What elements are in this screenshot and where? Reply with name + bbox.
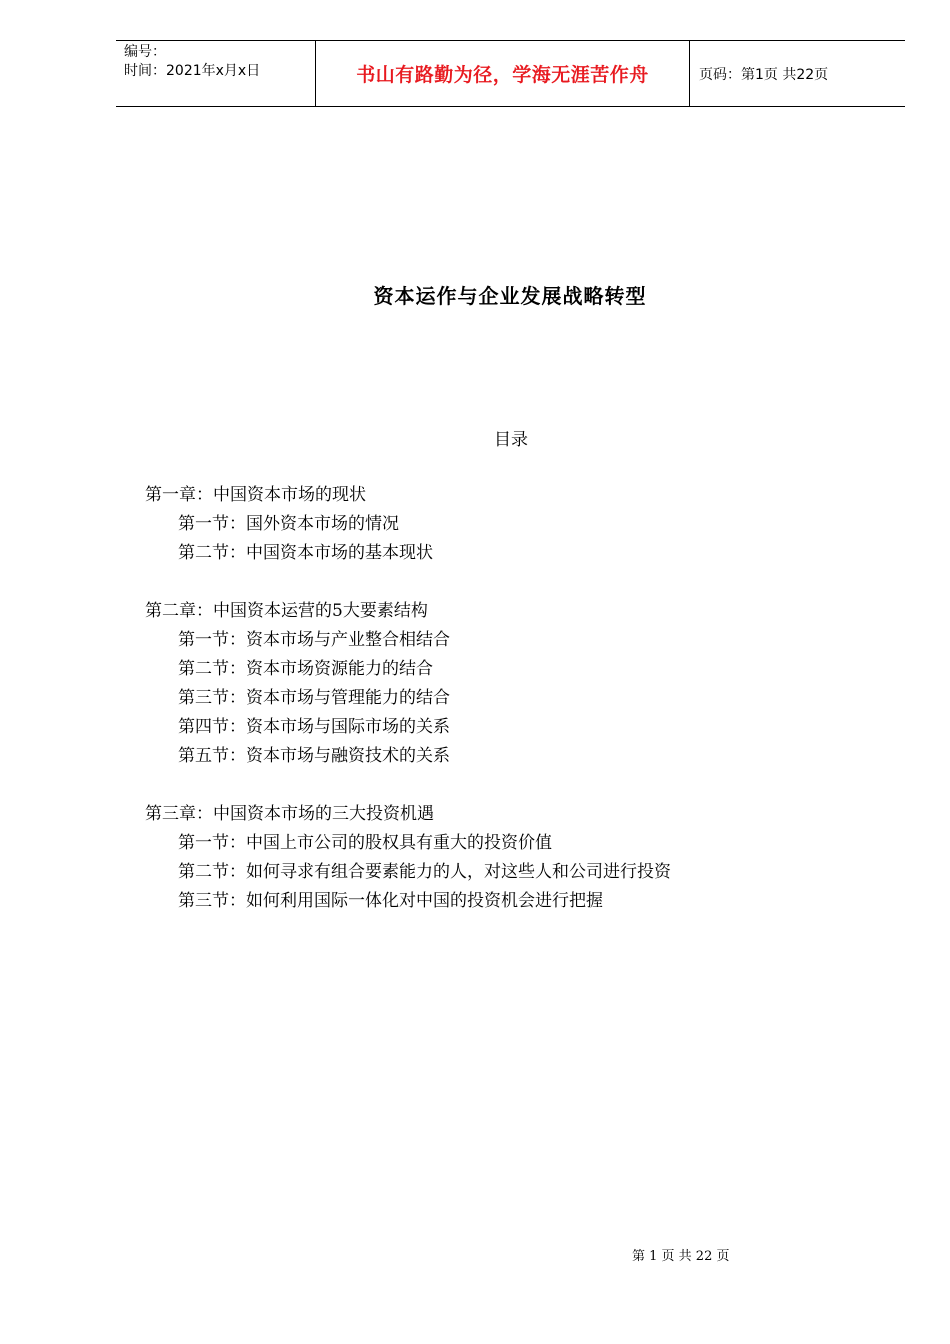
page-footer: 第 1 页 共 22 页 (632, 1249, 730, 1264)
number-label: 编号： (124, 44, 166, 60)
section-item: 第二节：如何寻求有组合要素能力的人，对这些人和公司进行投资 (178, 862, 671, 882)
chapter-3 (145, 800, 845, 916)
chapter-1 (145, 481, 845, 568)
section-item: 第一节：资本市场与产业整合相结合 (178, 630, 450, 650)
chapter-title: 第一章：中国资本市场的现状 (145, 485, 366, 505)
chapter-title: 第三章：中国资本市场的三大投资机遇 (145, 804, 434, 824)
chapter-2 (145, 597, 845, 771)
header-page-info (690, 41, 905, 106)
section-item: 第三节：如何利用国际一体化对中国的投资机会进行把握 (178, 891, 603, 911)
motto-text: 书山有路勤为径，学海无涯苦作舟 (356, 64, 649, 86)
header-motto-cell (316, 41, 690, 106)
section-item: 第二节：中国资本市场的基本现状 (178, 543, 433, 563)
toc-heading: 目录 (494, 430, 528, 450)
page-info-text: 页码：第1页 共22页 (699, 66, 829, 83)
section-item: 第三节：资本市场与管理能力的结合 (178, 688, 450, 708)
section-item: 第五节：资本市场与融资技术的关系 (178, 746, 450, 766)
section-item: 第一节：中国上市公司的股权具有重大的投资价值 (178, 833, 552, 853)
page-header (116, 40, 905, 107)
chapter-title: 第二章：中国资本运营的5大要素结构 (145, 601, 428, 621)
table-of-contents (145, 481, 845, 945)
section-item: 第四节：资本市场与国际市场的关系 (178, 717, 450, 737)
header-meta (116, 41, 316, 106)
section-item: 第一节：国外资本市场的情况 (178, 514, 399, 534)
section-item: 第二节：资本市场资源能力的结合 (178, 659, 433, 679)
document-title: 资本运作与企业发展战略转型 (373, 284, 647, 308)
time-label: 时间：2021年x月x日 (124, 63, 261, 79)
